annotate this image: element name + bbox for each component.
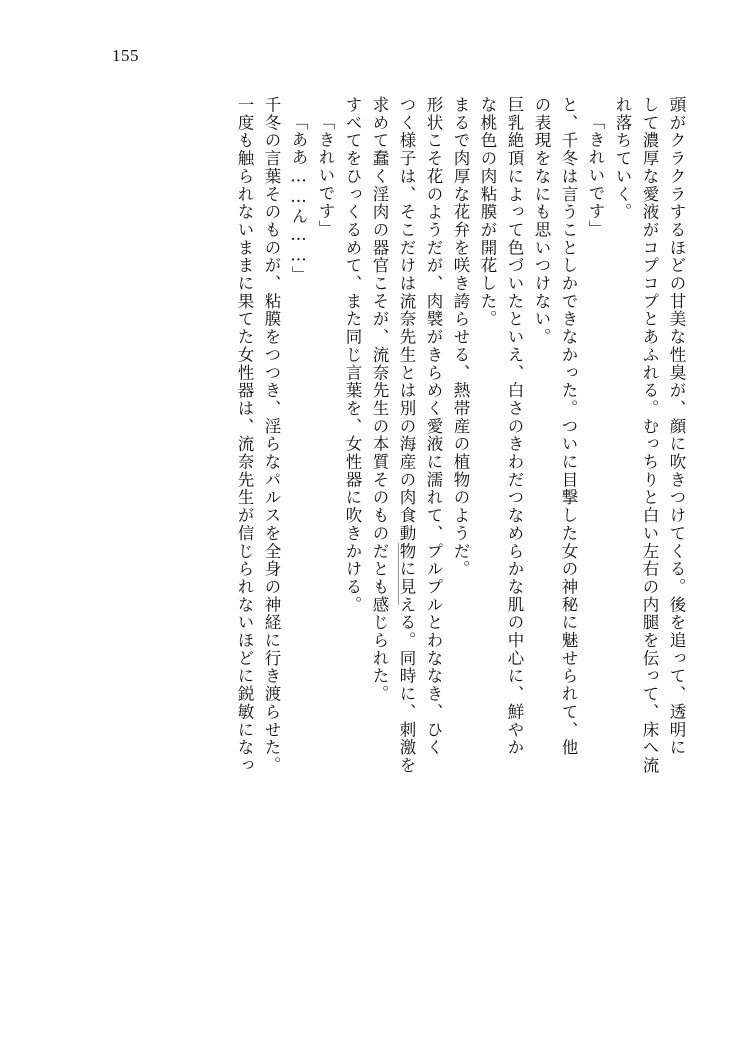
text-column: 頭がクラクラするほどの甘美な性臭が、顔に吹きつけてくる。後を追って、透明に: [667, 96, 686, 757]
text-column: 求めて蠢く淫肉の器官こそが、流奈先生の本質そのものだとも感じられた。: [370, 96, 389, 703]
text-column: 「きれいです」: [586, 113, 605, 238]
text-column: な桃色の肉粘膜が開花した。: [478, 96, 497, 329]
text-column: れ落ちていく。: [613, 96, 632, 221]
page-number: 155: [112, 46, 139, 65]
text-column: の表現をなにも思いつけない。: [532, 96, 551, 346]
text-column: と、千冬は言うことしかできなかった。ついに目撃した女の神秘に魅せられて、他: [559, 96, 578, 757]
text-column: つく様子は、そこだけは流奈先生とは別の海産の肉食動物に見える。同時に、刺激を: [397, 96, 416, 775]
vertical-text-body: [60, 96, 684, 985]
text-column: まるで肉厚な花弁を咲き誇らせる、熱帯産の植物のようだ。: [451, 96, 470, 578]
text-column: 形状こそ花のようだが、肉襞がきらめく愛液に濡れて、プルプルとわななき、ひく: [424, 96, 443, 757]
text-column: 巨乳絶頂によって色づいたといえ、白さのきわだつなめらかな肌の中心に、鮮やか: [505, 96, 524, 757]
text-column: 千冬の言葉そのものが、粘膜をつつき、淫らなパルスを全身の神経に行き渡らせた。: [262, 96, 281, 775]
text-column: すべてをひっくるめて、また同じ言葉を、女性器に吹きかける。: [343, 96, 362, 614]
text-column: して濃厚な愛液がコプコプとあふれる。むっちりと白い左右の内腿を伝って、床へ流: [640, 96, 659, 775]
text-column: 一度も触られないままに果てた女性器は、流奈先生が信じられないほどに鋭敏になっ: [235, 96, 254, 775]
text-column: 「ああ……ん……」: [289, 113, 308, 284]
text-column: 「きれいです」: [316, 113, 335, 238]
